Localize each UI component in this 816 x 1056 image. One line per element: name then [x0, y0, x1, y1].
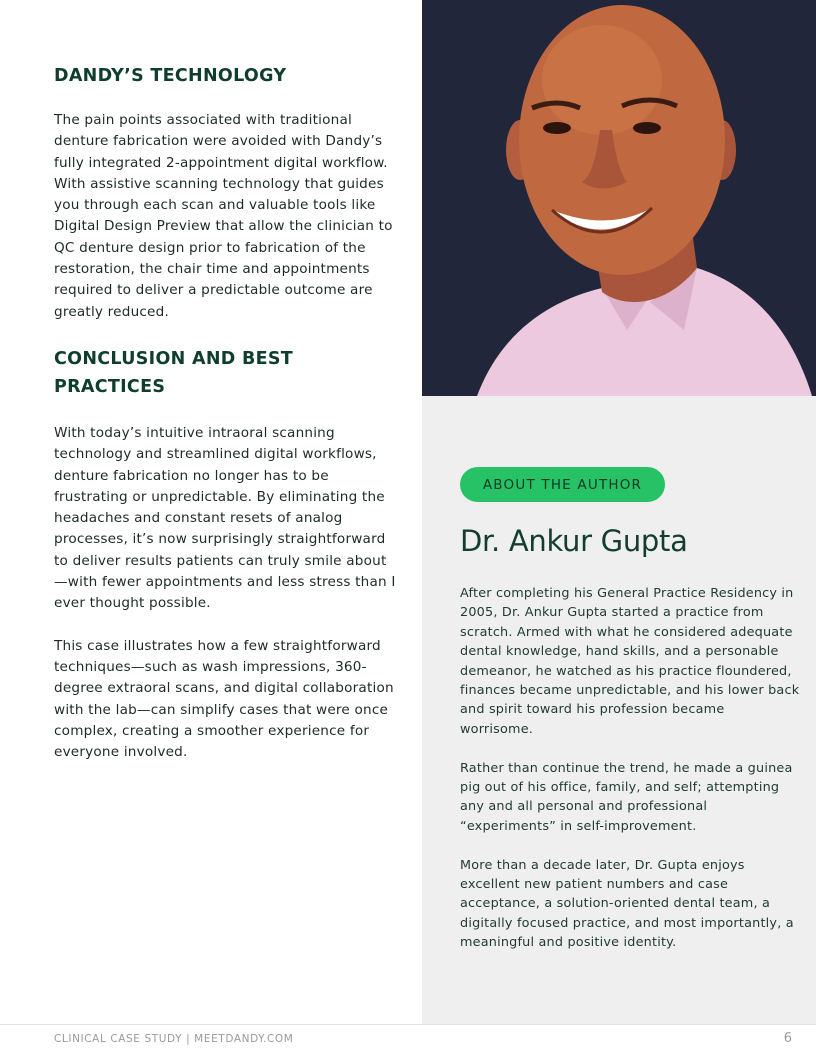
- author-bio-paragraph-3: More than a decade later, Dr. Gupta enjoys excellent new patient numbers and case acceptance, a solution-oriented dental team, a digitally focused practice, and most importantly, a meaningful and positive identity.: [460, 857, 794, 951]
- technology-paragraph: The pain points associated with traditional denture fabrication were avoided with Dandy’s fully integrated 2-appointment digital workflow. With assistive scanning technology that guides you through each scan and valuable tools like Digital Design Preview that allow the clinician to QC denture design prior to fabrication of the restoration, the chair time and appointments required to deliver a predictable outcome are greatly reduced.: [54, 112, 393, 320]
- author-bio-paragraph-1: After completing his General Practice Residency in 2005, Dr. Ankur Gupta started a practice from scratch. Armed with what he considered adequate dental knowledge, hand skills, and a personable demeanor, he watched as his practice floundered, finances became unpredictable, and his lower back and spirit toward his profession became worrisome.: [460, 586, 800, 737]
- author-photo: [422, 0, 816, 396]
- conclusion-heading: CONCLUSION AND BEST PRACTICES: [54, 348, 294, 397]
- author-portrait-illustration: [422, 0, 816, 396]
- about-author-panel: [422, 396, 816, 1024]
- page-number: 6: [783, 1031, 792, 1046]
- about-author-badge: ABOUT THE AUTHOR: [460, 467, 665, 502]
- author-name: Dr. Ankur Gupta: [460, 524, 688, 558]
- footer-divider: [0, 1024, 816, 1025]
- author-bio: [460, 584, 800, 972]
- footer-text: CLINICAL CASE STUDY | MEETDANDY.COM: [54, 1033, 294, 1045]
- author-bio-paragraph-2: Rather than continue the trend, he made a guinea pig out of his office, family, and self; attempting any and all personal and professional “experiments” in self-improvement.: [460, 760, 793, 834]
- technology-heading: DANDY’S TECHNOLOGY: [54, 66, 287, 86]
- main-column: [54, 60, 399, 763]
- conclusion-paragraph-1: With today’s intuitive intraoral scanning technology and streamlined digital workflows, denture fabrication no longer has to be frustrating or unpredictable. By eliminating the headaches and constant resets of analog processes, it’s now surprisingly straightforward to deliver results patients can truly smile about—with fewer appointments and less stress than I ever thought possible.: [54, 424, 396, 612]
- conclusion-paragraph-2: This case illustrates how a few straightforward techniques—such as wash impressions, 360-degree extraoral scans, and digital collaboration with the lab—can simplify cases that were once complex, creating a smoother experience for everyone involved.: [54, 637, 394, 761]
